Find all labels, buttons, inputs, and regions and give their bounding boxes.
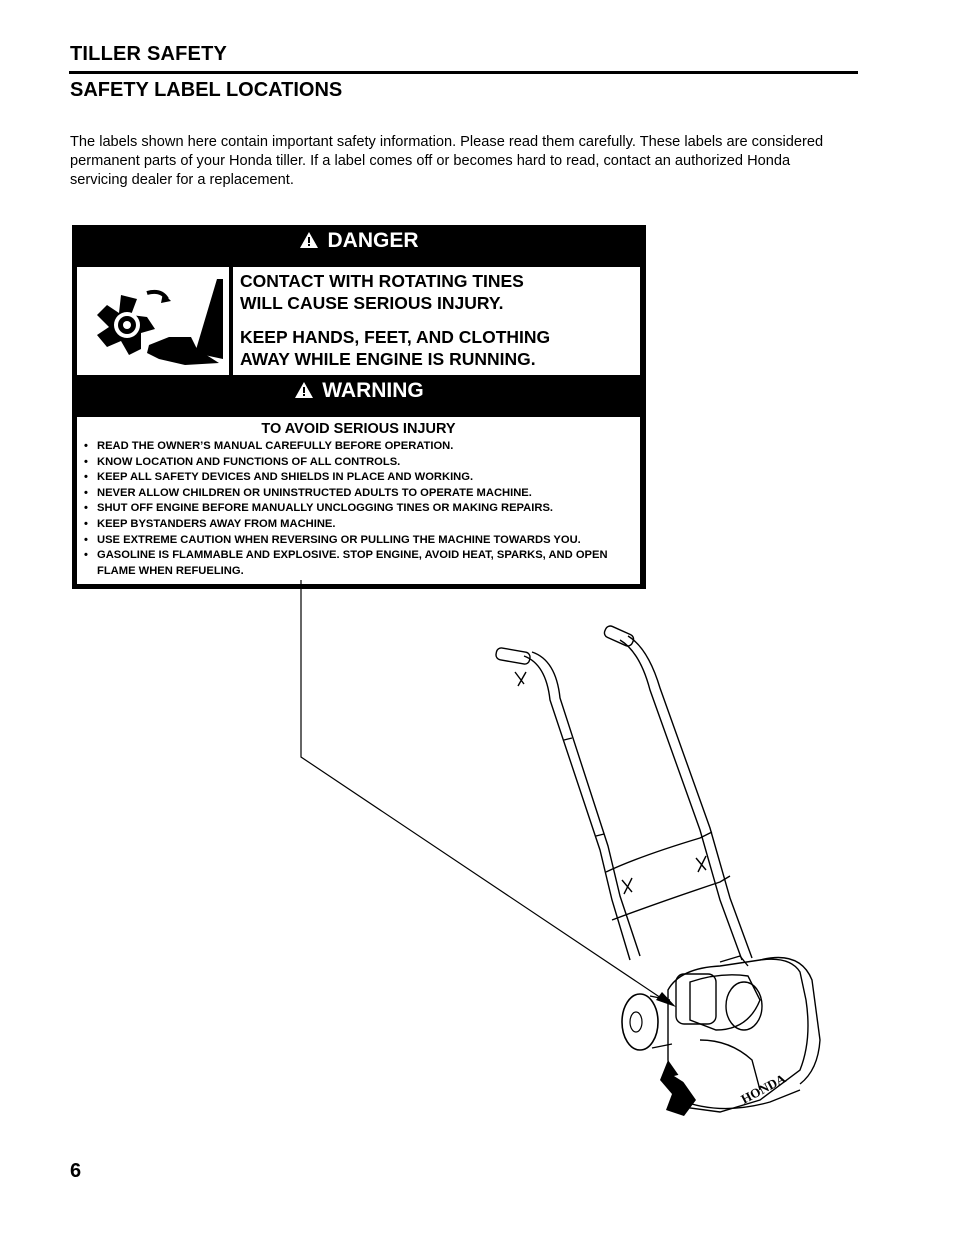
section-title: TILLER SAFETY <box>70 43 228 65</box>
danger-line-1b: WILL CAUSE SERIOUS INJURY. <box>240 293 504 313</box>
danger-title: DANGER <box>327 229 419 252</box>
warning-item: • KEEP BYSTANDERS AWAY FROM MACHINE. <box>83 517 638 533</box>
page-number: 6 <box>70 1160 82 1182</box>
warning-item: • NEVER ALLOW CHILDREN OR UNINSTRUCTED ADULTS TO OPERATE MACHINE. <box>83 486 638 502</box>
warning-item: • USE EXTREME CAUTION WHEN REVERSING OR PULLING THE MACHINE TOWARDS YOU. <box>83 533 638 549</box>
leader-arrow <box>301 580 676 1007</box>
danger-line-2a: KEEP HANDS, FEET, AND CLOTHING <box>240 327 551 347</box>
handlebar <box>495 624 752 960</box>
warning-item: • GASOLINE IS FLAMMABLE AND EXPLOSIVE. STOP ENGINE, AVOID HEAT, SPARKS, AND OPEN FLAME WHEN REFUELING. <box>83 548 638 579</box>
brand-mark: HONDA <box>738 1070 789 1107</box>
intro-paragraph: The labels shown here contain important safety information. Please read them carefully. These labels are considered permanent parts of your Honda tiller. If a label comes off or becomes hard to read, contact an authorized Honda servicing dealer for a replacement. <box>70 134 824 188</box>
page-title: SAFETY LABEL LOCATIONS <box>70 79 343 101</box>
warning-item: • SHUT OFF ENGINE BEFORE MANUALLY UNCLOGGING TINES OR MAKING REPAIRS. <box>83 501 638 517</box>
danger-line-1a: CONTACT WITH ROTATING TINES <box>240 271 524 291</box>
warning-title: WARNING <box>322 379 424 402</box>
danger-line-2b: AWAY WHILE ENGINE IS RUNNING. <box>240 349 536 369</box>
warning-heading: TO AVOID SERIOUS INJURY <box>261 421 456 437</box>
warning-item: • KNOW LOCATION AND FUNCTIONS OF ALL CONTROLS. <box>83 455 638 471</box>
tiller-body <box>668 956 820 1112</box>
warning-item: • READ THE OWNER’S MANUAL CAREFULLY BEFORE OPERATION. <box>83 439 638 455</box>
warning-item: • KEEP ALL SAFETY DEVICES AND SHIELDS IN PLACE AND WORKING. <box>83 470 638 486</box>
